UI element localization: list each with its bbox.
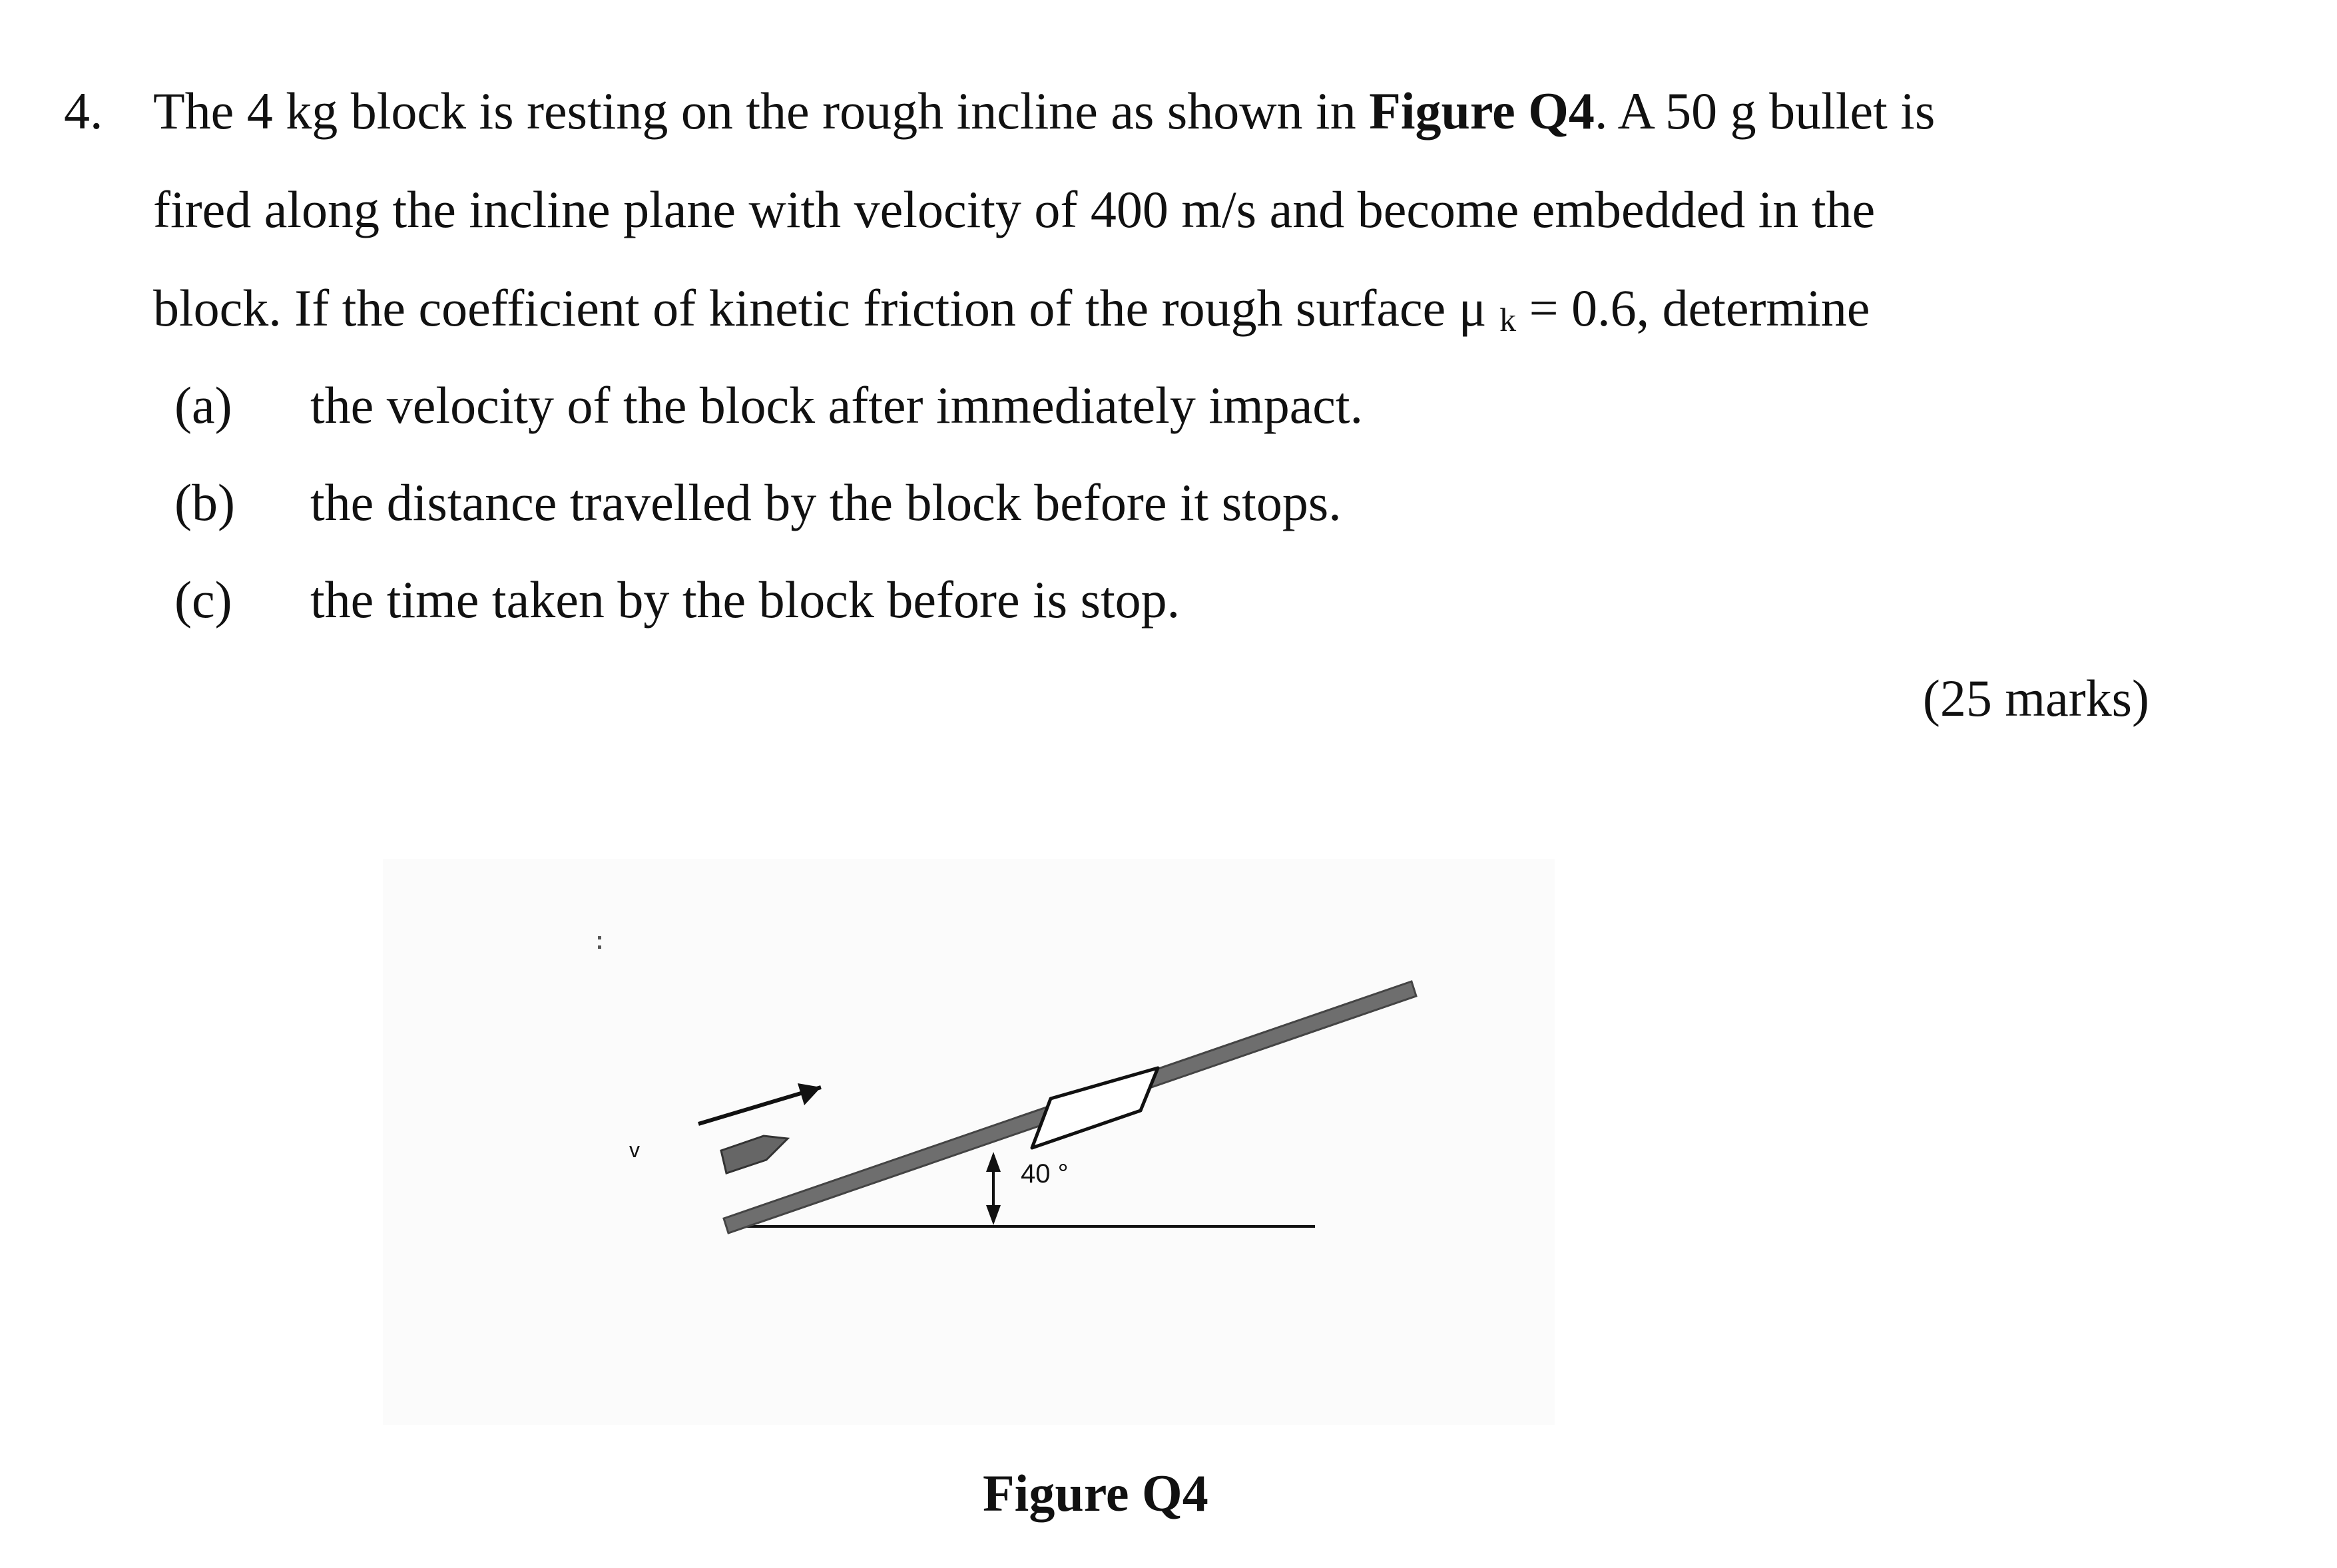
question-number: 4. bbox=[64, 82, 103, 140]
question-line-1-start: The 4 kg block is resting on the rough incline as shown in bbox=[153, 82, 1370, 140]
figure-reference: Figure Q4 bbox=[1369, 82, 1595, 140]
incline-diagram bbox=[383, 859, 1555, 1425]
question-line-2: fired along the incline plane with velocity of 400 m/s and become embedded in the bbox=[153, 180, 1876, 238]
question-line-3 bbox=[153, 279, 1870, 338]
velocity-label: v bbox=[629, 1138, 640, 1162]
question-line-3-end: = 0.6, determine bbox=[1516, 279, 1870, 337]
mu-subscript: k bbox=[1499, 301, 1517, 338]
figure-caption: Figure Q4 bbox=[983, 1464, 1208, 1522]
part-b-text: the distance travelled by the block before it stops. bbox=[310, 473, 1342, 531]
question-line-3-start: block. If the coefficient of kinetic friction of the rough surface μ bbox=[153, 279, 1500, 337]
speck bbox=[598, 936, 601, 939]
question-line-1-end: . A 50 g bullet is bbox=[1594, 82, 1936, 140]
part-a-text: the velocity of the block after immediately impact. bbox=[310, 376, 1364, 434]
part-b-label: (b) bbox=[174, 473, 235, 531]
angle-arrow-down bbox=[986, 1205, 1001, 1225]
bullet bbox=[721, 1136, 788, 1173]
part-a-label: (a) bbox=[174, 376, 232, 434]
question-line-1 bbox=[153, 82, 1936, 140]
part-c-text: the time taken by the block before is stop. bbox=[310, 571, 1180, 629]
part-c-label: (c) bbox=[174, 571, 232, 629]
marks: (25 marks) bbox=[1922, 669, 2149, 727]
block bbox=[1032, 1068, 1158, 1148]
angle-arrow-up bbox=[986, 1152, 1001, 1172]
figure-area bbox=[383, 859, 1555, 1425]
speck bbox=[598, 945, 601, 949]
angle-label: 40 ° bbox=[1021, 1159, 1069, 1188]
